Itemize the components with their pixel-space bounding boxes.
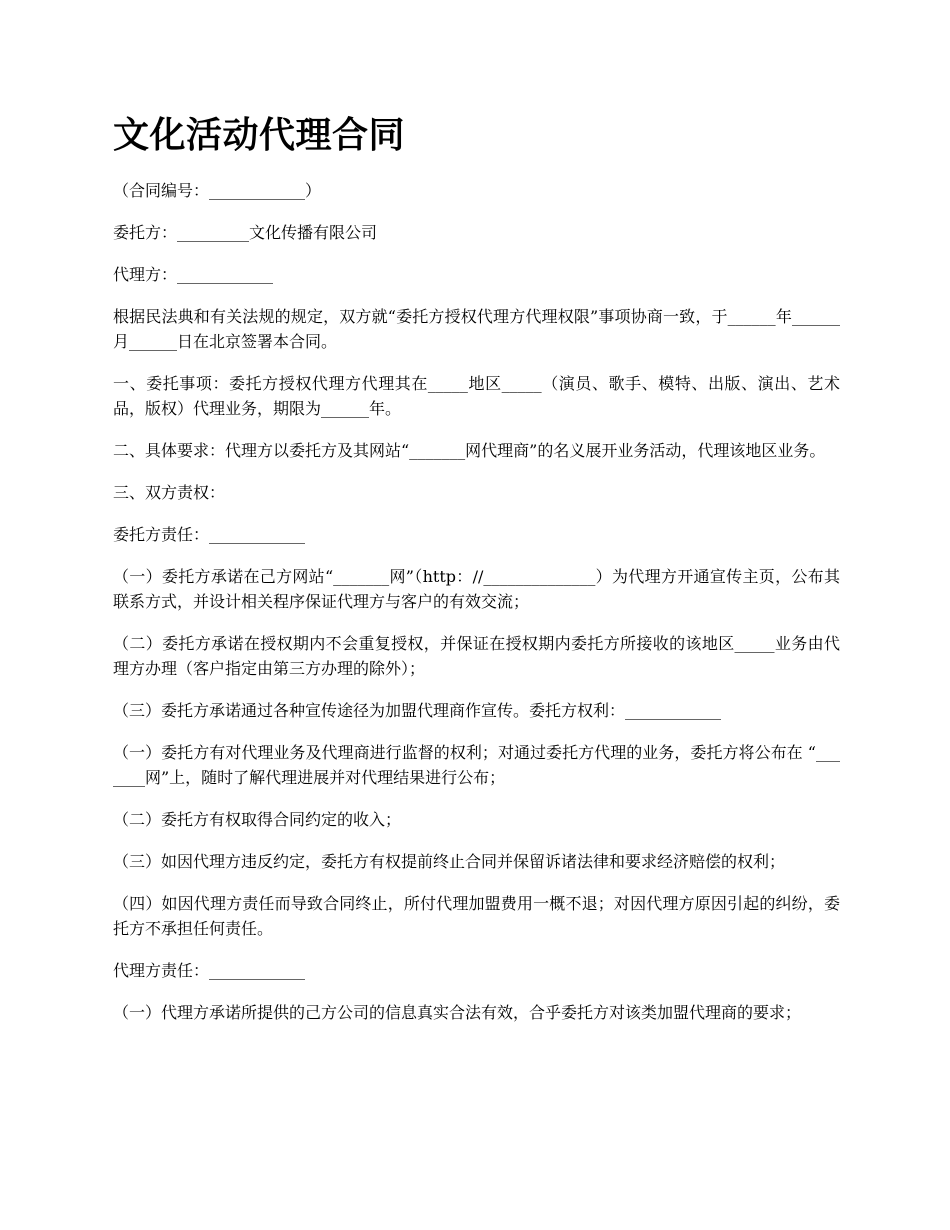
principal-duty-item: （三）委托方承诺通过各种宣传途径为加盟代理商作宣传。委托方权利：____________ [113,701,722,720]
preamble-paragraph: 根据民法典和有关法规的规定，双方就“委托方授权代理方代理权限”事项协商一致，于______年______月______日在北京签署本合同。 [113,307,840,351]
principal-party: 委托方：_________文化传播有限公司 [113,223,378,242]
principal-duty-item: （一）委托方承诺在己方网站“_______网”（http：//______________）为代理方开通宣传主页，公布其联系方式，并设计相关程序保证代理方与客户的有效交流； [113,567,840,611]
principal-right-item: （四）如因代理方责任而导致合同终止，所付代理加盟费用一概不退；对因代理方原因引起的纠纷，委托方不承担任何责任。 [113,894,840,938]
document-body [113,108,840,1042]
agent-party: 代理方：____________ [113,265,274,284]
principal-right-item: （三）如因代理方违反约定，委托方有权提前终止合同并保留诉诸法律和要求经济赔偿的权利； [113,852,786,871]
principal-right-item: （二）委托方有权取得合同约定的收入； [113,810,402,829]
agent-duty-item: （一）代理方承诺所提供的己方公司的信息真实合法有效，合乎委托方对该类加盟代理商的要求； [113,1003,802,1022]
contract-number: （合同编号：____________） [113,181,322,200]
clause-entrusted-matters: 一、委托事项：委托方授权代理方代理其在_____地区_____（演员、歌手、模特、出版、演出、艺术品，版权）代理业务，期限为______年。 [113,374,840,418]
principal-duty-item: （二）委托方承诺在授权期内不会重复授权，并保证在授权期内委托方所接收的该地区_____业务由代理方办理（客户指定由第三方办理的除外）； [113,634,840,678]
document-title: 文化活动代理合同 [113,115,406,156]
clause-specific-requirements: 二、具体要求：代理方以委托方及其网站“_______网代理商”的名义展开业务活动，代理该地区业务。 [113,441,826,460]
principal-right-item: （一）委托方有对代理业务及代理商进行监督的权利；对通过委托方代理的业务，委托方将公布在 “_______网”上，随时了解代理进展并对代理结果进行公布； [113,743,840,787]
principal-duties-heading: 委托方责任：____________ [113,525,306,544]
agent-duties-heading: 代理方责任：____________ [113,961,306,980]
clause-rights-and-duties-heading: 三、双方责权： [113,483,226,502]
